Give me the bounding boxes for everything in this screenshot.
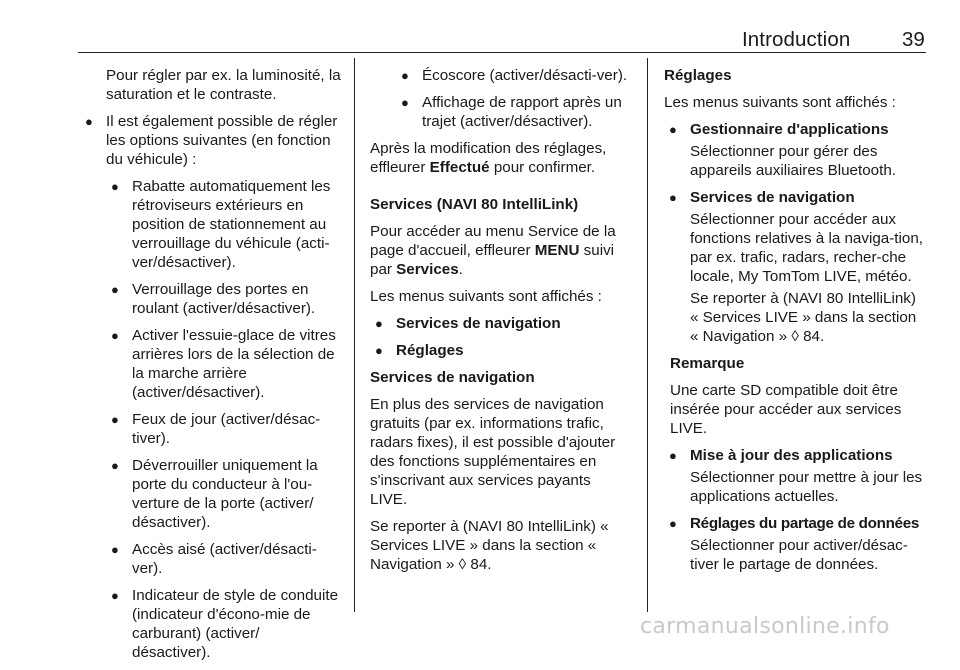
list-item (106, 326, 342, 402)
list-item-title: Réglages du partage de données (690, 515, 919, 532)
list-item-text: Déverrouiller uniquement la porte du conducteur à l'ou-verture de la porte (activer/ désactiver). (132, 457, 318, 531)
list-item-text: Sélectionner pour mettre à jour les applications actuelles. (690, 469, 923, 505)
text-run: Se reporter à (NAVI 80 IntelliLink) « Services LIVE » dans la section « Navigation » (690, 290, 917, 345)
text-run: Se reporter à (NAVI 80 IntelliLink) « Services LIVE » dans la section « Navigation » (370, 518, 609, 573)
list-item (106, 456, 342, 532)
list-item-text: Accès aisé (activer/désacti-ver). (132, 541, 317, 577)
bullet-icon: ● (85, 114, 93, 129)
cross-reference (370, 517, 632, 574)
paragraph (370, 139, 632, 177)
list-item (396, 93, 632, 131)
bullet-icon: ● (669, 516, 677, 531)
list-item-title: Mise à jour des applications (690, 447, 893, 464)
list-item (664, 120, 928, 139)
text-run: . (458, 261, 463, 278)
note-text: Une carte SD compatible doit être insérée pour accéder aux services LIVE. (670, 382, 902, 437)
page-header (0, 0, 960, 56)
bullet-icon: ● (401, 68, 409, 83)
list-item-text: Il est également possible de régler les options suivantes (en fonction du véhicule) : (106, 113, 338, 168)
page-ref-icon: ◊ (791, 328, 799, 345)
bullet-icon: ● (111, 588, 119, 603)
list-item (80, 112, 342, 169)
list-item-text: Feux de jour (activer/désac-tiver). (132, 411, 321, 447)
services-label: Services (396, 261, 459, 278)
watermark: carmanualsonline.info (640, 614, 890, 639)
sub-list (80, 177, 342, 662)
list-item-text: Sélectionner pour activer/désac-tiver le partage de données. (690, 537, 908, 573)
list-item-text: Indicateur de style de conduite (indicateur d'écono-mie de carburant) (activer/ désactiver). (132, 587, 339, 661)
column-1 (80, 66, 342, 670)
bullet-icon: ● (111, 179, 119, 194)
continued-text: Pour régler par ex. la luminosité, la saturation et le contraste. (106, 67, 341, 103)
list-item-text: Activer l'essuie-glace de vitres arrières lors de la sélection de la marche arrière (activer/désactiver). (132, 327, 336, 401)
column-3 (664, 66, 928, 582)
page-number: 39 (902, 28, 925, 51)
list-item (106, 410, 342, 448)
menu-label: MENU (534, 242, 580, 259)
text-run: pour confirmer. (489, 159, 596, 176)
column-2 (370, 66, 632, 582)
bullet-icon: ● (111, 458, 119, 473)
bullet-icon: ● (111, 542, 119, 557)
list-item (664, 446, 928, 465)
page-ref: 84. (803, 328, 825, 345)
paragraph: Les menus suivants sont affichés : (664, 94, 896, 111)
list-item-text: Sélectionner pour gérer des appareils auxiliaires Bluetooth. (690, 143, 896, 179)
list-item-text: Écoscore (activer/désacti-ver). (422, 67, 628, 84)
section-heading: Services (NAVI 80 IntelliLink) (370, 196, 579, 213)
list-item (106, 280, 342, 318)
text-run: Pour accéder au menu Service de la page d'accueil, effleurer (370, 223, 616, 259)
list-item-text: Affichage de rapport après un trajet (activer/désactiver). (422, 94, 622, 130)
list-item (664, 514, 928, 533)
page-ref: 84. (470, 556, 492, 573)
sub-list (370, 66, 632, 131)
text-run: suivi par (370, 242, 615, 278)
bullet-icon: ● (669, 122, 677, 137)
list-item (370, 314, 632, 333)
list-item-text: Verrouillage des portes en roulant (activer/désactiver). (132, 281, 316, 317)
note-heading: Remarque (670, 355, 745, 372)
list-item-title: Services de navigation (690, 189, 855, 206)
page-ref-icon: ◊ (458, 556, 467, 573)
list-item (106, 540, 342, 578)
column-divider-1 (354, 58, 355, 612)
list-item-text: Services de navigation (396, 315, 561, 332)
bullet-icon: ● (375, 343, 383, 358)
list-item (106, 177, 342, 272)
list-item-text: Réglages (396, 342, 464, 359)
paragraph (370, 222, 632, 279)
list-item-text: Sélectionner pour accéder aux fonctions relatives à la naviga-tion, par ex. trafic, radars, recher-che locale, My TomTom LIVE, météo. (690, 211, 924, 285)
section-heading: Réglages (664, 67, 732, 84)
bullet-icon: ● (111, 328, 119, 343)
bullet-icon: ● (111, 282, 119, 297)
effectue-label: Effectué (429, 159, 490, 176)
note-box (664, 354, 928, 438)
list-item (370, 341, 632, 360)
paragraph: En plus des services de navigation gratuits (par ex. informations trafic, radars fixes), il est possible d'ajouter des fonctions supplémentaires en s'inscrivant aux services payants LIVE. (370, 396, 616, 508)
bullet-icon: ● (111, 412, 119, 427)
list-item-text: Rabatte automatiquement les rétroviseurs extérieurs en position de stationnement au verrouillage du véhicule (acti-ver/désactiver). (132, 178, 331, 271)
paragraph: Les menus suivants sont affichés : (370, 288, 602, 305)
bullet-icon: ● (669, 448, 677, 463)
column-divider-2 (647, 58, 648, 612)
header-rule (78, 52, 926, 53)
bullet-icon: ● (401, 95, 409, 110)
list-item (396, 66, 632, 85)
text-run: Après la modification des réglages, effleurer (370, 140, 607, 176)
bullet-icon: ● (375, 316, 383, 331)
subsection-heading: Services de navigation (370, 369, 535, 386)
list-item (106, 586, 342, 662)
cross-reference (664, 289, 928, 346)
page-section-title: Introduction (742, 28, 851, 51)
bullet-icon: ● (669, 190, 677, 205)
list-item-title: Gestionnaire d'applications (690, 121, 889, 138)
list-item (664, 188, 928, 207)
